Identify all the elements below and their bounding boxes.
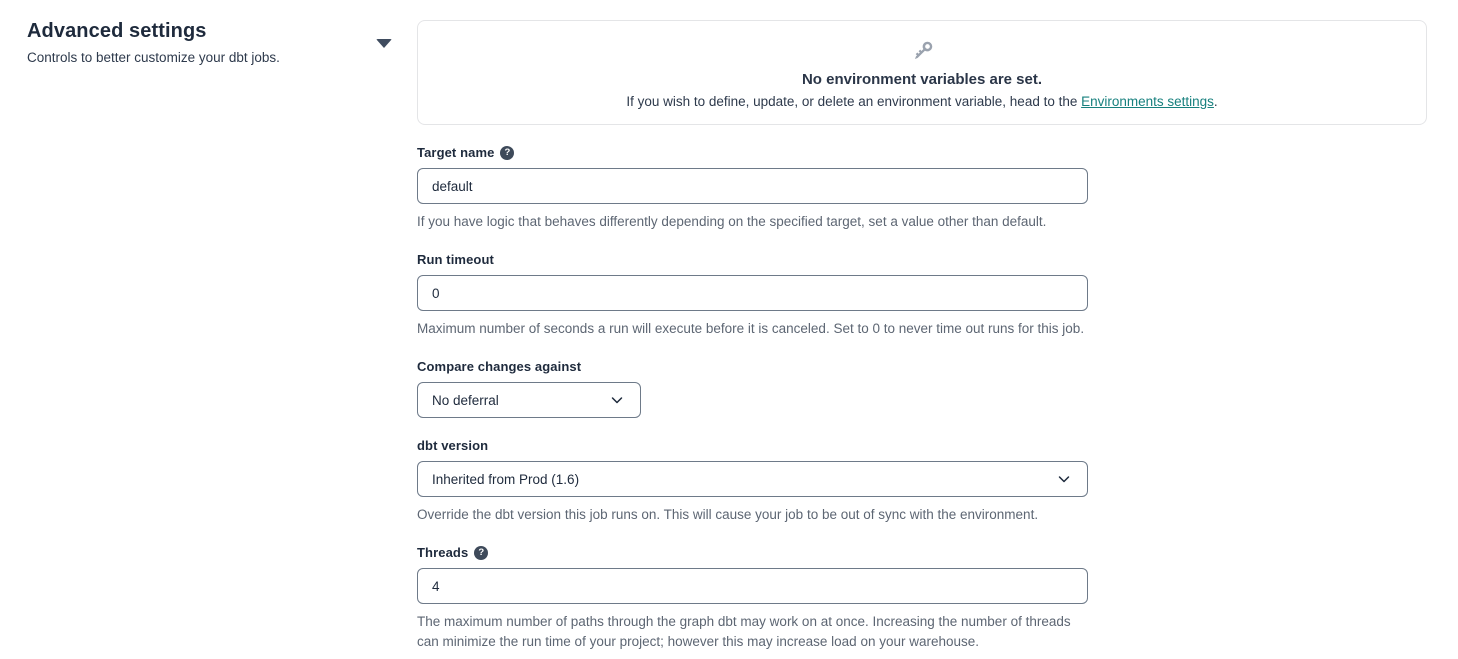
- compare-changes-label: [417, 359, 1088, 374]
- target-name-label: [417, 145, 1088, 160]
- caret-down-icon: [376, 39, 392, 48]
- empty-state-message-suffix: .: [1213, 94, 1218, 109]
- page-title: Advanced settings: [27, 20, 207, 42]
- field-compare-changes: [417, 359, 1088, 418]
- threads-label-text: Threads: [417, 545, 469, 560]
- threads-label: [417, 545, 1088, 560]
- chevron-down-icon: [610, 393, 624, 407]
- field-dbt-version: [417, 438, 1088, 525]
- dbt-version-selected-value: Inherited from Prod (1.6): [432, 471, 580, 487]
- field-run-timeout: [417, 252, 1088, 339]
- help-icon[interactable]: ?: [474, 546, 488, 560]
- run-timeout-input[interactable]: [417, 275, 1088, 311]
- dbt-version-help-text: Override the dbt version this job runs on. This will cause your job to be out of sync with the environment.: [417, 507, 1039, 522]
- collapse-section-button[interactable]: [376, 39, 392, 51]
- target-name-help-text: If you have logic that behaves differently depending on the specified target, set a value other than default.: [417, 214, 1047, 229]
- empty-state-title: No environment variables are set.: [801, 71, 1043, 88]
- run-timeout-label: [417, 252, 1088, 267]
- dbt-version-label: [417, 438, 1088, 453]
- chevron-down-icon: [1057, 472, 1071, 486]
- settings-form: [417, 20, 1428, 652]
- target-name-label-text: Target name: [417, 145, 495, 160]
- env-vars-empty-card: [417, 20, 1427, 125]
- compare-changes-select[interactable]: [417, 382, 641, 418]
- environments-settings-link[interactable]: Environments settings: [1081, 94, 1214, 109]
- dbt-version-label-text: dbt version: [417, 438, 489, 453]
- help-icon[interactable]: ?: [500, 146, 514, 160]
- threads-input[interactable]: [417, 568, 1088, 604]
- field-threads: [417, 545, 1088, 652]
- section-header: [27, 20, 417, 652]
- run-timeout-help-text: Maximum number of seconds a run will execute before it is canceled. Set to 0 to never time out runs for this job.: [417, 321, 1085, 336]
- empty-state-message: [626, 94, 1217, 109]
- compare-changes-selected-value: No deferral: [432, 392, 499, 408]
- target-name-input[interactable]: [417, 168, 1088, 204]
- section-titles: [27, 20, 376, 65]
- key-icon: [909, 38, 936, 65]
- run-timeout-label-text: Run timeout: [417, 252, 494, 267]
- threads-help-text: The maximum number of paths through the graph dbt may work on at once. Increasing the number of threads can minimize the run time of your project; however this may increase load on your warehouse.: [417, 614, 1071, 649]
- dbt-version-select[interactable]: [417, 461, 1088, 497]
- compare-changes-label-text: Compare changes against: [417, 359, 582, 374]
- empty-state-message-prefix: If you wish to define, update, or delete an environment variable, head to the: [626, 94, 1082, 109]
- field-target-name: [417, 145, 1088, 232]
- page-subtitle: Controls to better customize your dbt jobs.: [27, 50, 280, 65]
